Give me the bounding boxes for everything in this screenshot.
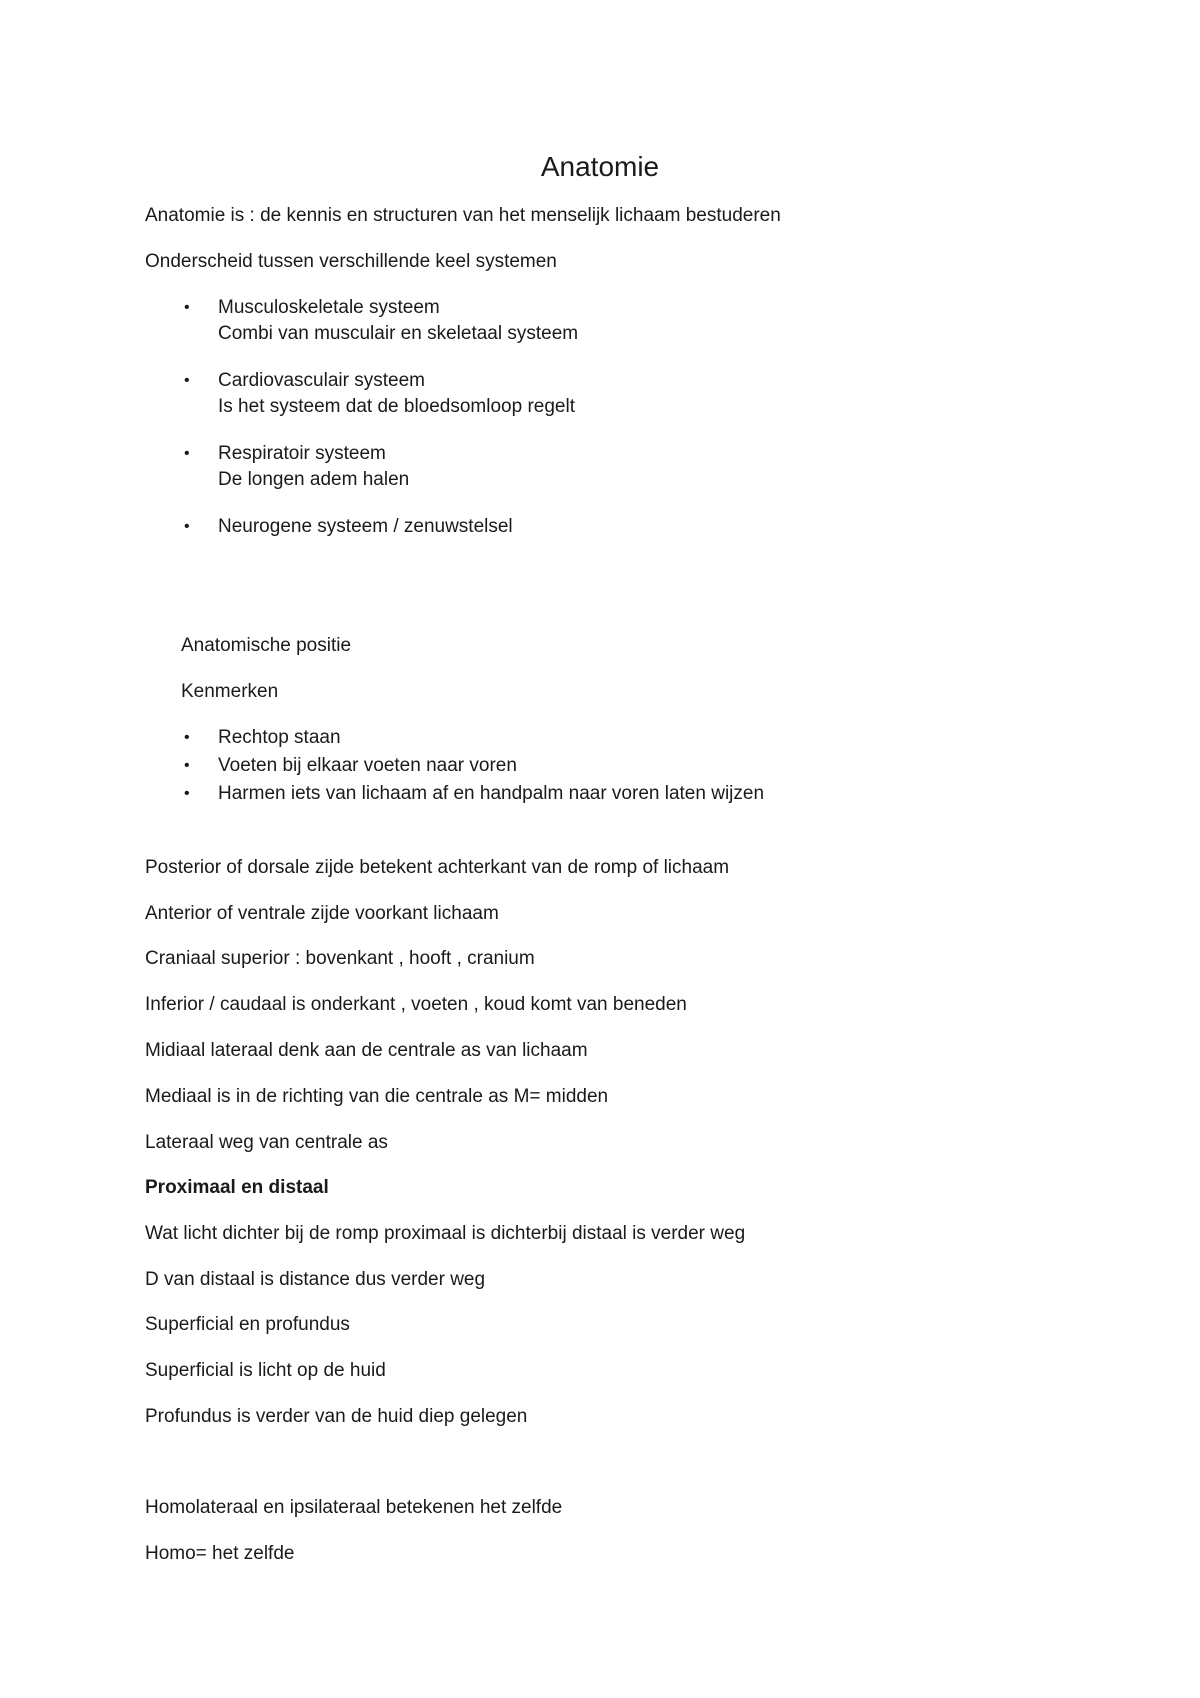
bullet-icon: • [184,445,190,462]
text-line: Homo= het zelfde [145,1543,295,1564]
term-line: Lateraal weg van centrale as [145,1132,388,1153]
system-name: Neurogene systeem / zenuwstelsel [218,516,513,537]
bullet-icon: • [184,299,190,316]
text-line: Profundus is verder van de huid diep gelegen [145,1406,528,1427]
system-name: Respiratoir systeem [218,443,386,464]
text-line: D van distaal is distance dus verder weg [145,1269,486,1290]
bold-heading: Proximaal en distaal [145,1177,329,1198]
text-line: Wat licht dichter bij de romp proximaal is dichterbij distaal is verder weg [145,1223,746,1244]
section-subheading: Kenmerken [181,681,279,702]
bullet-icon: • [184,372,190,389]
intro-line: Anatomie is : de kennis en structuren van het menselijk lichaam bestuderen [145,205,781,226]
bullet-icon: • [184,757,190,774]
list-item: Rechtop staan [218,727,341,748]
system-name: Cardiovasculair systeem [218,370,425,391]
bullet-icon: • [184,518,190,535]
term-line: Anterior of ventrale zijde voorkant lichaam [145,903,499,924]
system-description: Combi van musculair en skeletaal systeem [218,323,579,344]
text-line: Homolateraal en ipsilateraal betekenen het zelfde [145,1497,563,1518]
system-description: Is het systeem dat de bloedsomloop regelt [218,396,575,417]
list-item: Voeten bij elkaar voeten naar voren [218,755,517,776]
section-heading: Anatomische positie [181,635,352,656]
text-line: Superficial is licht op de huid [145,1360,386,1381]
term-line: Midiaal lateraal denk aan de centrale as van lichaam [145,1040,588,1061]
bullet-icon: • [184,785,190,802]
term-line: Craniaal superior : bovenkant , hooft , cranium [145,948,535,969]
term-line: Mediaal is in de richting van die centrale as M= midden [145,1086,609,1107]
term-line: Inferior / caudaal is onderkant , voeten , koud komt van beneden [145,994,687,1015]
document-title: Anatomie [540,151,660,182]
list-item: Harmen iets van lichaam af en handpalm naar voren laten wijzen [218,783,765,804]
text-line: Superficial en profundus [145,1314,350,1335]
bullet-icon: • [184,729,190,746]
system-description: De longen adem halen [218,469,410,490]
system-name: Musculoskeletale systeem [218,297,440,318]
intro-line: Onderscheid tussen verschillende keel systemen [145,251,557,272]
term-line: Posterior of dorsale zijde betekent achterkant van de romp of lichaam [145,857,730,878]
